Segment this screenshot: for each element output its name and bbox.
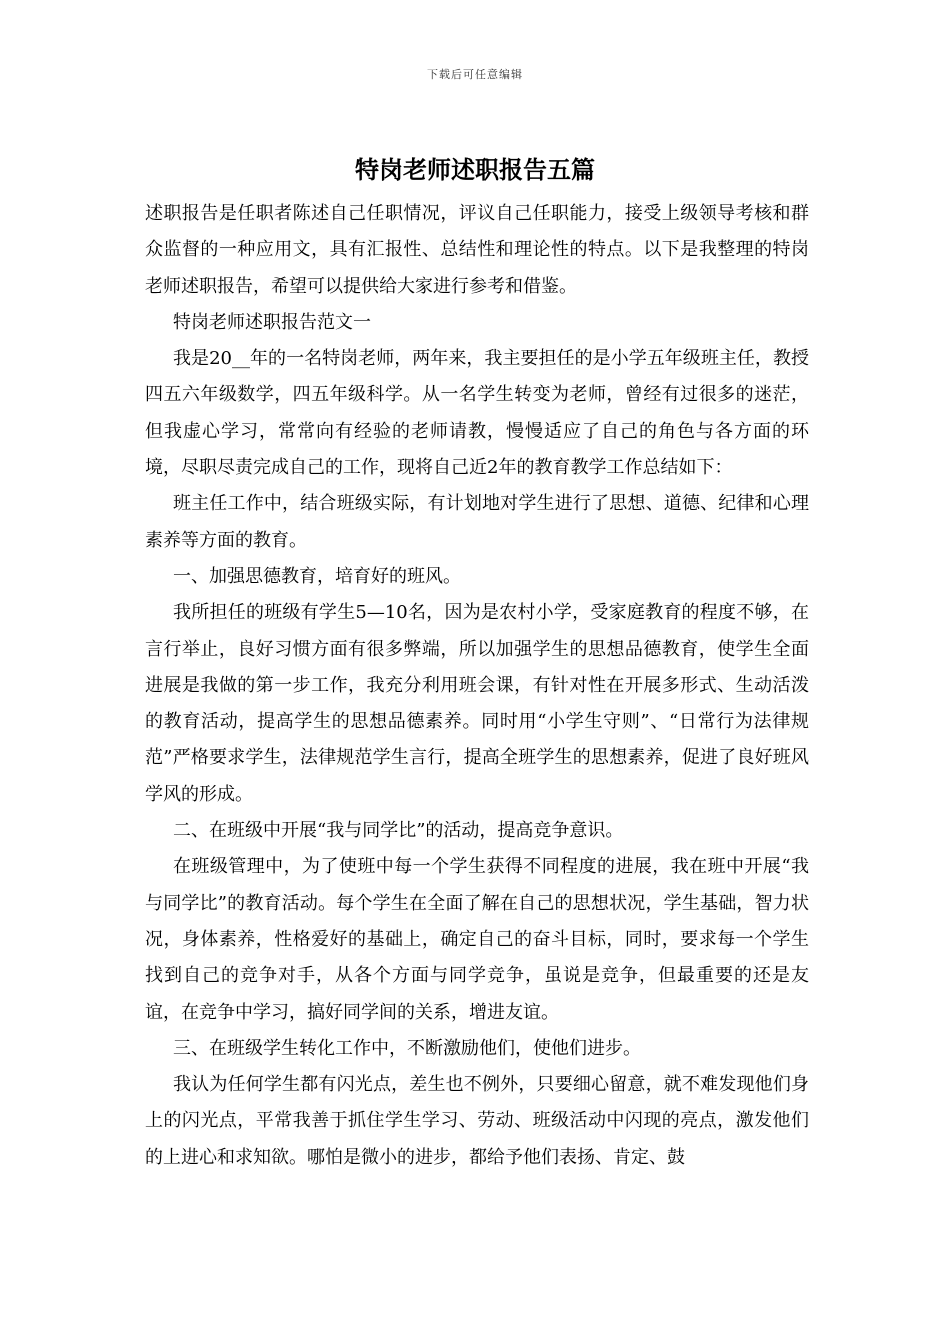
document-body (145, 196, 809, 1316)
paragraph-intro: 述职报告是任职者陈述自己任职情况，评议自己任职能力，接受上级领导考核和群众监督的一种应用文，具有汇报性、总结性和理论性的特点。以下是我整理的特岗老师述职报告，希望可以提供给大家进行参考和借鉴。 (145, 203, 809, 297)
paragraph-student-transformation: 我认为任何学生都有闪光点，差生也不例外，只要细心留意，就不难发现他们身上的闪光点，平常我善于抓住学生学习、劳动、班级活动中闪现的亮点，激发他们的上进心和求知欲。哪怕是微小的进步，都给予他们表扬、肯定、鼓 (145, 1074, 809, 1168)
paragraph-competition: 在班级管理中，为了使班中每一个学生获得不同程度的进展，我在班中开展“我与同学比”的教育活动。每个学生在全面了解在自己的思想状况，学生基础，智力状况，身体素养，性格爱好的基础上，确定自己的奋斗目标，同时，要求每一个学生找到自己的竞争对手，从各个方面与同学竞争，虽说是竞争，但最重要的还是友谊，在竞争中学习，搞好同学间的关系，增进友谊。 (145, 856, 809, 1023)
paragraph-moral-education: 我所担任的班级有学生5—10名，因为是农村小学，受家庭教育的程度不够，在言行举止，良好习惯方面有很多弊端，所以加强学生的思想品德教育，使学生全面进展是我做的第一步工作，我充分利用班会课，有针对性在开展多形式、生动活泼的教育活动，提高学生的思想品德素养。同时用“小学生守则”、“日常行为法律规范”严格要求学生，法律规范学生言行，提高全班学生的思想素养，促进了良好班风学风的形成。 (145, 602, 809, 805)
document-title: 特岗老师述职报告五篇 (355, 155, 595, 184)
subheading-competition: 二、在班级中开展“我与同学比”的活动，提高竞争意识。 (173, 820, 624, 842)
page-header-note: 下载后可任意编辑 (427, 68, 523, 81)
section-heading-sample-one: 特岗老师述职报告范文一 (173, 311, 371, 333)
paragraph-self-intro: 我是20__年的一名特岗老师，两年来，我主要担任的是小学五年级班主任，教授四五六年级数学，四五年级科学。从一名学生转变为老师，曾经有过很多的迷茫，但我虚心学习，常常向有经验的老师请教，慢慢适应了自己的角色与各方面的环境，尽职尽责完成自己的工作，现将自己近2年的教育教学工作总结如下： (145, 348, 809, 479)
paragraph-class-teacher-work: 班主任工作中，结合班级实际，有计划地对学生进行了思想、道德、纪律和心理素养等方面的教育。 (145, 493, 809, 551)
subheading-student-transformation: 三、在班级学生转化工作中，不断激励他们，使他们进步。 (173, 1037, 641, 1059)
subheading-moral-education: 一、加强思德教育，培育好的班风。 (173, 565, 461, 587)
